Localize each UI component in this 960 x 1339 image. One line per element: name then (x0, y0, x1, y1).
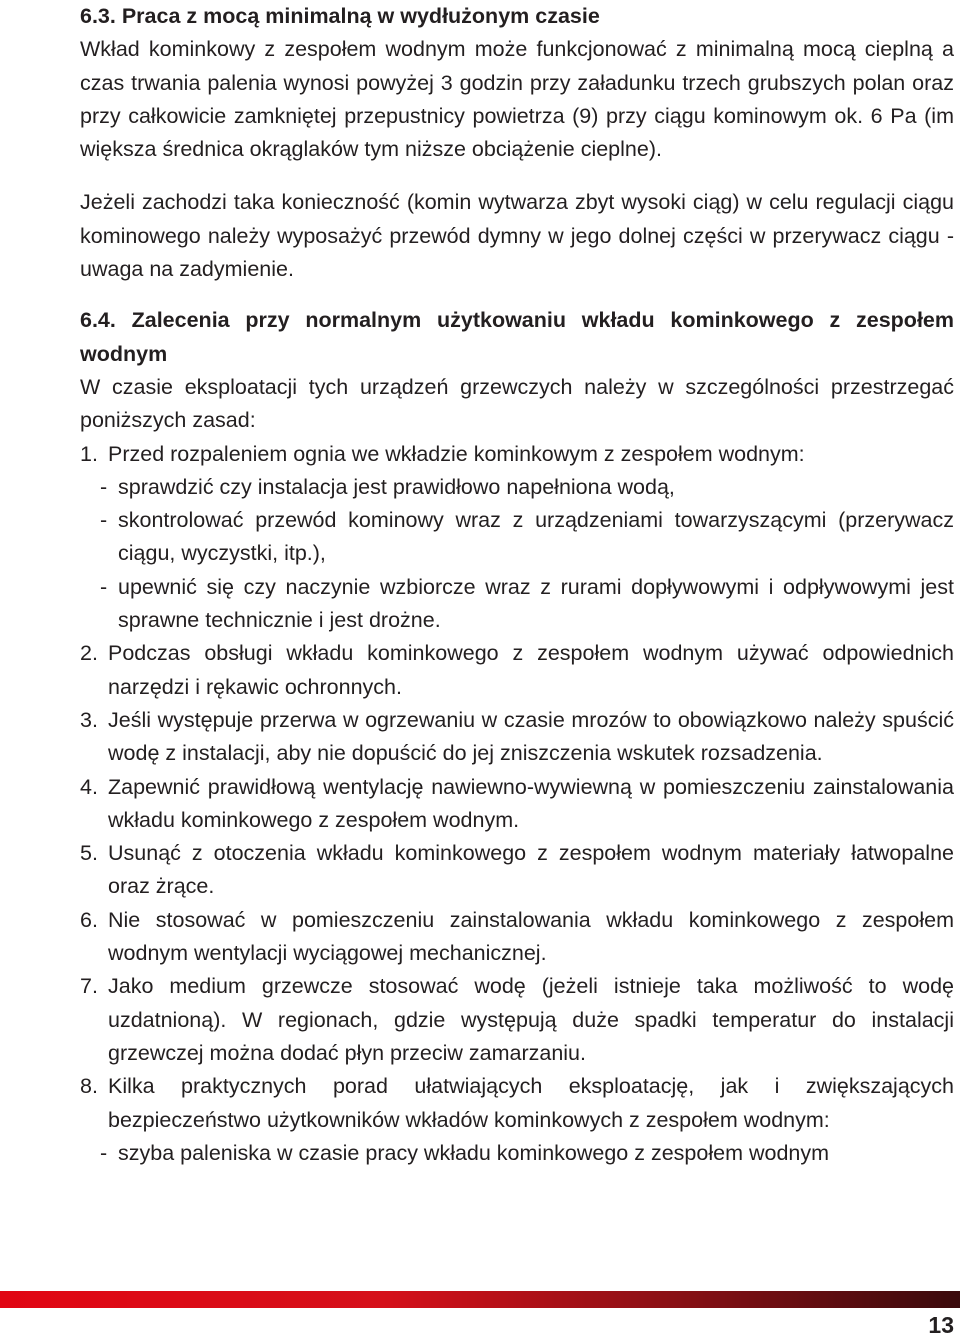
item-text: Jeśli występuje przerwa w ogrzewaniu w czasie mrozów to obowiązkowo należy spuścić wodę z instalacji, aby nie dopuścić do jej zniszczenia wskutek rozsadzenia. (108, 707, 954, 766)
item-number: 2. (80, 641, 98, 666)
list-item: - sprawdzić czy instalacja jest prawidłowo napełniona wodą, (80, 471, 954, 504)
bullet-text: sprawdzić czy instalacja jest prawidłowo napełniona wodą, (118, 474, 675, 499)
item-number: 4. (80, 774, 98, 799)
item-2 (80, 637, 954, 704)
item-number: 7. (80, 974, 98, 999)
footer-bar (0, 1291, 960, 1308)
section-6-3-paragraph-2: Jeżeli zachodzi taka konieczność (komin wytwarza zbyt wysoki ciąg) w celu regulacji ciągu kominowego należy wyposażyć przewód dymny w jego dolnej części w przerywacz ciągu - uwaga na zadymienie. (80, 190, 954, 282)
document-page (80, 0, 954, 1170)
item-1 (80, 438, 954, 638)
item-text: Zapewnić prawidłową wentylację nawiewno-wywiewną w pomieszczeniu zainstalowania wkładu kominkowego z zespołem wodnym. (108, 774, 954, 832)
item-7 (80, 970, 954, 1070)
bullet-text: upewnić się czy naczynie wzbiorcze wraz z rurami dopływowymi i odpływowymi jest sprawne technicznie i jest drożne. (118, 574, 954, 633)
item-4 (80, 771, 954, 838)
item-3 (80, 704, 954, 771)
section-6-3-heading: 6.3. Praca z mocą minimalną w wydłużonym czasie (80, 4, 600, 28)
section-6-4-heading: 6.4. Zalecenia przy normalnym użytkowaniu wkładu kominkowego z zespołem wodnym (80, 308, 954, 366)
item-6 (80, 904, 954, 971)
item-text: Podczas obsługi wkładu kominkowego z zespołem wodnym używać odpowiednich narzędzi i rękawic ochronnych. (108, 641, 954, 699)
item-text: Przed rozpaleniem ognia we wkładzie kominkowym z zespołem wodnym: (108, 441, 805, 466)
item-text: Nie stosować w pomieszczeniu zainstalowania wkładu kominkowego z zespołem wodnym wentylacji wyciągowej mechanicznej. (108, 907, 954, 966)
list-item: - szyba paleniska w czasie pracy wkładu kominkowego z zespołem wodnym (80, 1137, 954, 1170)
item-8 (80, 1070, 954, 1170)
item-number: 3. (80, 707, 98, 732)
list-item: - upewnić się czy naczynie wzbiorcze wraz z rurami dopływowymi i odpływowymi jest sprawne technicznie i jest drożne. (80, 571, 954, 638)
list-item: - skontrolować przewód kominowy wraz z urządzeniami towarzyszącymi (przerywacz ciągu, wyczystki, itp.), (80, 504, 954, 571)
item-text: Jako medium grzewcze stosować wodę (jeżeli istnieje taka możliwość to wodę uzdatnioną). W regionach, gdzie występują duże spadki temperatur do instalacji grzewczej można dodać płyn przeciw zamarzaniu. (108, 974, 954, 1065)
item-text: Kilka praktycznych porad ułatwiających eksploatację, jak i zwiększających bezpieczeństwo użytkowników wkładów kominkowych z zespołem wodnym: (108, 1074, 954, 1132)
item-number: 8. (80, 1074, 98, 1099)
page-number: 13 (928, 1312, 954, 1338)
item-number: 5. (80, 841, 98, 866)
item-text: Usunąć z otoczenia wkładu kominkowego z zespołem wodnym materiały łatwopalne oraz żrące. (108, 841, 954, 899)
item-number: 1. (80, 441, 98, 466)
section-6-3-paragraph-1: Wkład kominkowy z zespołem wodnym może funkcjonować z minimalną mocą cieplną a czas trwania palenia wynosi powyżej 3 godzin przy załadunku trzech grubszych polan oraz przy całkowicie zamkniętej przepustnicy powietrza (9) przy ciągu kominowym ok. 6 Pa (im większa średnica okrąglaków tym niższe obciążenie cieplne). (80, 37, 954, 162)
item-5 (80, 837, 954, 904)
section-6-4-intro: W czasie eksploatacji tych urządzeń grzewczych należy w szczególności przestrzegać poniższych zasad: (80, 374, 954, 433)
bullet-text: skontrolować przewód kominowy wraz z urządzeniami towarzyszącymi (przerywacz ciągu, wyczystki, itp.), (118, 508, 954, 566)
item-number: 6. (80, 907, 98, 932)
bullet-text: szyba paleniska w czasie pracy wkładu kominkowego z zespołem wodnym (118, 1140, 830, 1165)
